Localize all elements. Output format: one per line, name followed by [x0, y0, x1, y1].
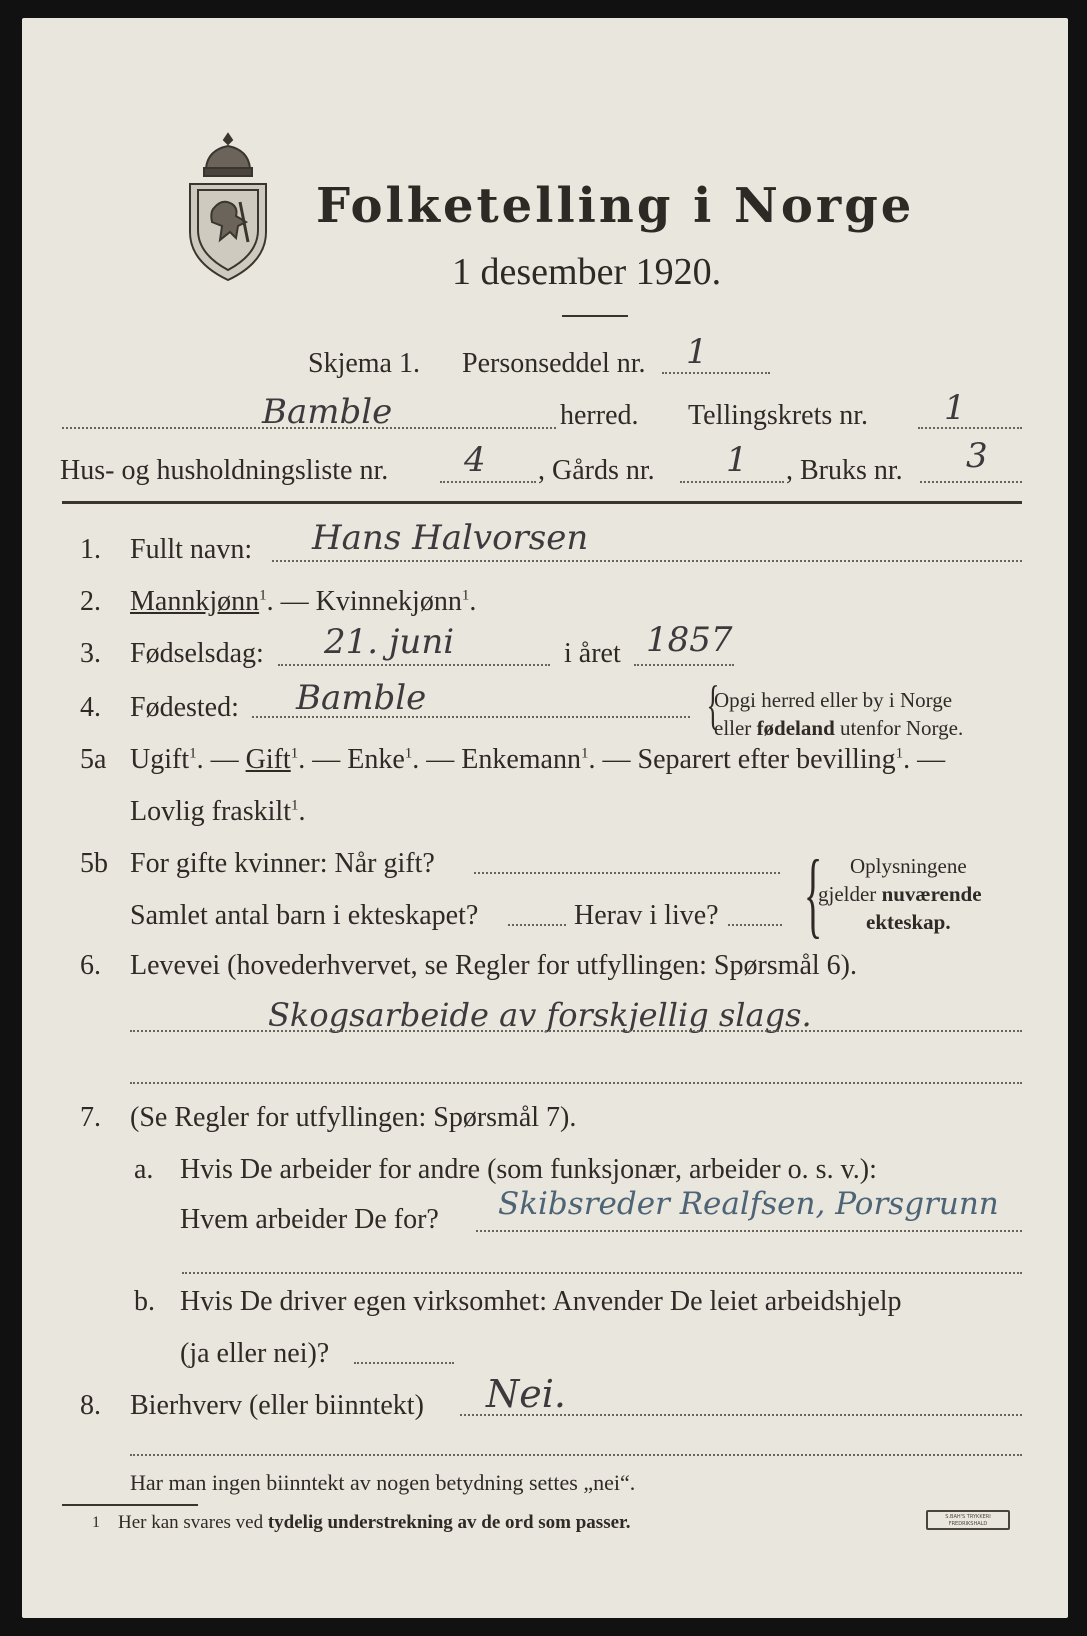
q7b-line2: (ja eller nei)? [180, 1338, 330, 1369]
marital-options: Ugift$^1$. — Gift$^1$. — Enke$^1$. — Enkemann$^1$. — Separert efter bevilling$^1$. — [130, 744, 946, 775]
year-line [634, 664, 734, 666]
q4-label: Fødested: [130, 692, 239, 723]
bruks-label: , Bruks nr. [786, 455, 903, 486]
q5b-note-line2: gjelder nuværende [818, 882, 982, 906]
q7-number: 7. [80, 1102, 101, 1133]
q2-sup2: 1 [461, 587, 470, 604]
herred-value[interactable]: Bamble [262, 392, 393, 432]
q1-number: 1. [80, 534, 101, 565]
herred-label: herred. [560, 400, 639, 431]
ugift-option[interactable]: Ugift [130, 744, 190, 775]
q2-sup1: 1 [259, 587, 267, 604]
q7a-line2: Hvem arbeider De for? [180, 1204, 439, 1235]
occupation-value[interactable]: Skogsarbeide av forskjellig slags. [268, 996, 812, 1034]
full-name-value[interactable]: Hans Halvorsen [312, 518, 589, 558]
q4-note-line2: eller fødeland utenfor Norge. [714, 716, 964, 740]
gards-label: , Gårds nr. [538, 455, 655, 486]
husliste-line [440, 481, 536, 483]
q1-line [272, 560, 1022, 562]
q6-number: 6. [80, 950, 101, 981]
q7a-letter: a. [134, 1154, 154, 1185]
q4-brace: { [706, 675, 720, 735]
gards-value[interactable]: 1 [726, 440, 748, 480]
personseddel-line [662, 372, 770, 374]
bruks-line [920, 481, 1022, 483]
tellingskrets-label: Tellingskrets nr. [688, 400, 869, 431]
side-income-line-2 [130, 1454, 1022, 1456]
year-label: i året [564, 638, 621, 669]
header-rule [62, 501, 1022, 504]
fraskilt-line: Lovlig fraskilt$^1$. [130, 796, 306, 827]
female-option[interactable]: . — Kvinnekjønn [266, 586, 462, 617]
married-date-line[interactable] [474, 872, 780, 874]
hired-help-line[interactable] [354, 1362, 454, 1364]
husliste-label: Hus- og husholdningsliste nr. [60, 455, 389, 486]
bruks-value[interactable]: 3 [966, 436, 988, 476]
q2-options [130, 586, 476, 618]
q8-label: Bierhverv (eller biinntekt) [130, 1390, 424, 1421]
gift-option[interactable]: Gift [245, 744, 291, 775]
side-income-value[interactable]: Nei. [486, 1372, 566, 1416]
q4-note-line1: Opgi herred eller by i Norge [714, 688, 953, 712]
footnote-number: 1 [92, 1514, 100, 1531]
census-date: 1 desember 1920. [452, 251, 722, 293]
husliste-value[interactable]: 4 [464, 440, 486, 480]
gards-line [680, 481, 784, 483]
employer-line [476, 1230, 1022, 1232]
birth-year-value[interactable]: 1857 [646, 620, 733, 660]
separert-option[interactable]: Separert efter bevilling [637, 744, 896, 775]
q2-end: . [469, 586, 477, 617]
male-option[interactable]: Mannkjønn [130, 586, 260, 617]
q5b-note-line3: ekteskap. [866, 910, 951, 934]
occupation-line-1 [130, 1030, 1022, 1032]
footer-note: Har man ingen biinntekt av nogen betydning settes „nei“. [130, 1470, 636, 1495]
tellingskrets-line [918, 427, 1022, 429]
fraskilt-option[interactable]: Lovlig fraskilt [130, 796, 291, 827]
footnote-text: Her kan svares ved tydelig understrekning av de ord som passer. [118, 1512, 631, 1533]
q5b-number: 5b [80, 848, 108, 879]
employer-value[interactable]: Skibsreder Realfsen, Porsgrunn [498, 1186, 999, 1222]
tellingskrets-value[interactable]: 1 [944, 388, 966, 428]
q7b-line1: Hvis De driver egen virksomhet: Anvender De leiet arbeidshjelp [180, 1286, 902, 1317]
q5b-children-label: Samlet antal barn i ekteskapet? [130, 900, 479, 931]
birthday-value[interactable]: 21. juni [324, 622, 455, 662]
q3-number: 3. [80, 638, 101, 669]
coat-of-arms-icon [184, 128, 272, 284]
q7-label: (Se Regler for utfyllingen: Spørsmål 7). [130, 1102, 577, 1133]
q4-number: 4. [80, 692, 101, 723]
birthplace-value[interactable]: Bamble [296, 678, 427, 718]
printer-stamp: S.BAH'S TRYKKERI FREDRIKSHALD [926, 1510, 1010, 1530]
q2-number: 2. [80, 586, 101, 617]
employer-line-2 [182, 1272, 1022, 1274]
q5b-married-label: For gifte kvinner: Når gift? [130, 848, 435, 879]
q8-number: 8. [80, 1390, 101, 1421]
skjema-label: Skjema 1. [308, 348, 420, 379]
title-divider [562, 315, 628, 317]
alive-line[interactable] [728, 924, 782, 926]
q3-label: Fødselsdag: [130, 638, 264, 669]
enkemann-option[interactable]: Enkemann [461, 744, 581, 775]
q1-label: Fullt navn: [130, 534, 253, 565]
q5a-number: 5a [80, 744, 107, 775]
personseddel-label: Personseddel nr. [462, 348, 646, 379]
enke-option[interactable]: Enke [347, 744, 405, 775]
footnote-rule [62, 1504, 198, 1506]
children-line[interactable] [508, 924, 566, 926]
form-title: Folketelling i Norge [316, 178, 915, 234]
q7a-line1: Hvis De arbeider for andre (som funksjonær, arbeider o. s. v.): [180, 1154, 877, 1185]
birthday-line [278, 664, 550, 666]
occupation-line-2 [130, 1082, 1022, 1084]
q5b-brace: { [803, 840, 823, 947]
q6-label: Levevei (hovederhvervet, se Regler for utfyllingen: Spørsmål 6). [130, 950, 857, 981]
personseddel-value[interactable]: 1 [686, 332, 708, 372]
q7b-letter: b. [134, 1286, 155, 1317]
q5b-note-line1: Oplysningene [850, 854, 967, 878]
q5b-alive-label: Herav i live? [574, 900, 719, 931]
